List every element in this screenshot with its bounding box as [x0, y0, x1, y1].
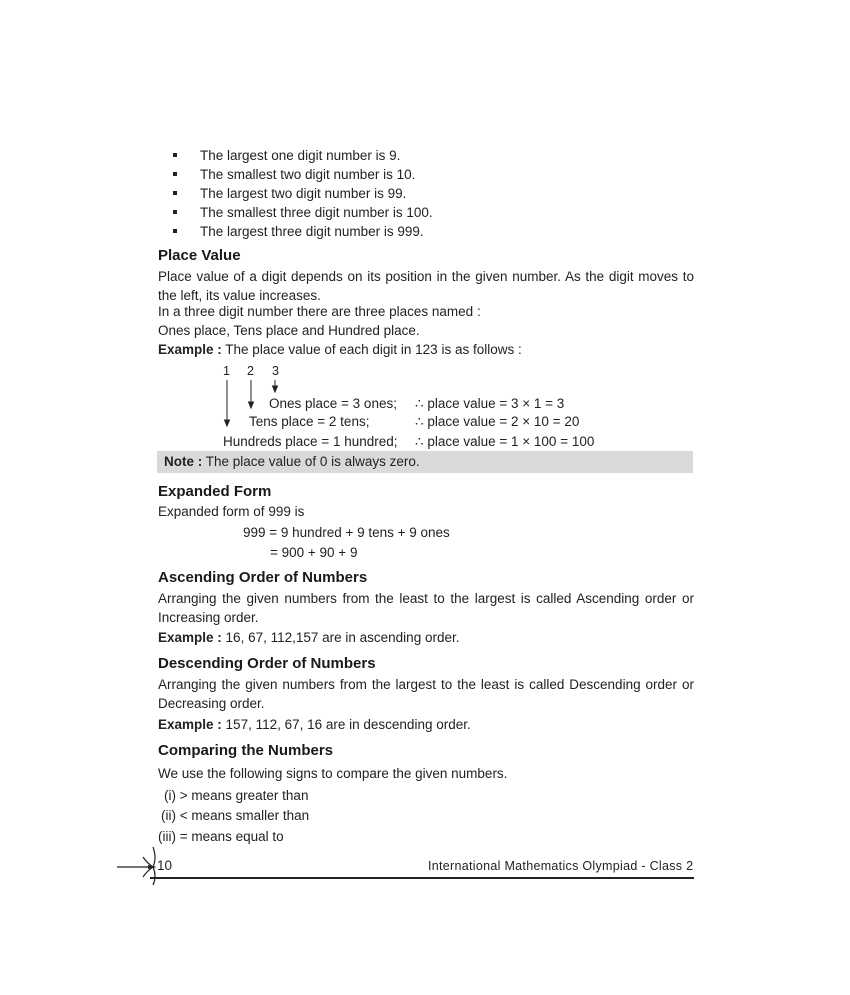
bullet-text: The smallest two digit number is 10. [200, 167, 416, 182]
bullet-marker [173, 191, 177, 195]
digit-ones: 3 [272, 364, 279, 378]
digit-hundreds: 1 [223, 364, 230, 378]
example-text: 157, 112, 67, 16 are in descending order. [225, 717, 471, 732]
ascending-paragraph: Arranging the given numbers from the least to the largest is called Ascending order or Increasing order. [158, 591, 694, 625]
ascending-heading: Ascending Order of Numbers [158, 569, 368, 586]
comparing-item: (i) > means greater than [164, 788, 309, 803]
expanded-form-heading: Expanded Form [158, 483, 272, 500]
bullet-item [170, 146, 433, 165]
note-box [157, 451, 693, 473]
descending-paragraph: Arranging the given numbers from the largest to the least is called Descending order or Decreasing order. [158, 677, 694, 711]
hundreds-place-value: ∴ place value = 1 × 100 = 100 [415, 434, 595, 449]
comparing-intro: We use the following signs to compare the given numbers. [158, 766, 508, 781]
ones-place-value: ∴ place value = 3 × 1 = 3 [415, 396, 565, 411]
bullet-text: The largest one digit number is 9. [200, 148, 401, 163]
bullet-item [170, 165, 433, 184]
bullet-item [170, 203, 433, 222]
descending-heading: Descending Order of Numbers [158, 655, 376, 672]
bullet-marker [173, 229, 177, 233]
digit-tens: 2 [247, 364, 254, 378]
tens-place-value: ∴ place value = 2 × 10 = 20 [415, 414, 580, 429]
example-label: Example : [158, 342, 222, 357]
bullet-marker [173, 153, 177, 157]
comparing-item: (ii) < means smaller than [161, 808, 310, 823]
tens-place-text: Tens place = 2 tens; [249, 414, 370, 429]
footer-title: International Mathematics Olympiad - Class 2 [428, 859, 694, 873]
example-text: The place value of each digit in 123 is as follows : [225, 342, 522, 357]
bullet-item [170, 222, 433, 241]
bullet-list [170, 146, 433, 241]
place-value-example [158, 341, 694, 360]
hundreds-arrow-head [225, 420, 230, 426]
example-text: 16, 67, 112,157 are in ascending order. [225, 630, 460, 645]
note-content [164, 453, 420, 471]
page-number: 10 [157, 858, 173, 873]
expanded-form-intro: Expanded form of 999 is [158, 504, 305, 519]
note-label: Note : [164, 454, 203, 469]
bullet-text: The smallest three digit number is 100. [200, 205, 433, 220]
place-value-places-text: Ones place, Tens place and Hundred place. [158, 323, 420, 338]
expanded-form-line-2: = 900 + 90 + 9 [270, 545, 358, 560]
comparing-heading: Comparing the Numbers [158, 742, 334, 759]
bullet-marker [173, 210, 177, 214]
place-value-three-digit-text: In a three digit number there are three places named : [158, 304, 481, 319]
tens-arrow-head [249, 402, 254, 408]
comparing-item: (iii) = means equal to [158, 829, 284, 844]
ones-place-text: Ones place = 3 ones; [269, 396, 397, 411]
bullet-marker [173, 172, 177, 176]
hundreds-place-text: Hundreds place = 1 hundred; [223, 434, 398, 449]
ones-arrow-head [273, 386, 278, 392]
example-label: Example : [158, 717, 222, 732]
place-value-paragraph: Place value of a digit depends on its position in the given number. As the digit moves to the left, its value increases. [158, 269, 694, 303]
ascending-example [158, 629, 694, 648]
bullet-text: The largest three digit number is 999. [200, 224, 424, 239]
footer-rule [150, 877, 694, 879]
place-value-heading: Place Value [158, 247, 241, 264]
bullet-item [170, 184, 433, 203]
example-label: Example : [158, 630, 222, 645]
note-text: The place value of 0 is always zero. [205, 454, 420, 469]
expanded-form-line-1: 999 = 9 hundred + 9 tens + 9 ones [243, 525, 450, 540]
bullet-text: The largest two digit number is 99. [200, 186, 407, 201]
descending-example [158, 716, 694, 735]
